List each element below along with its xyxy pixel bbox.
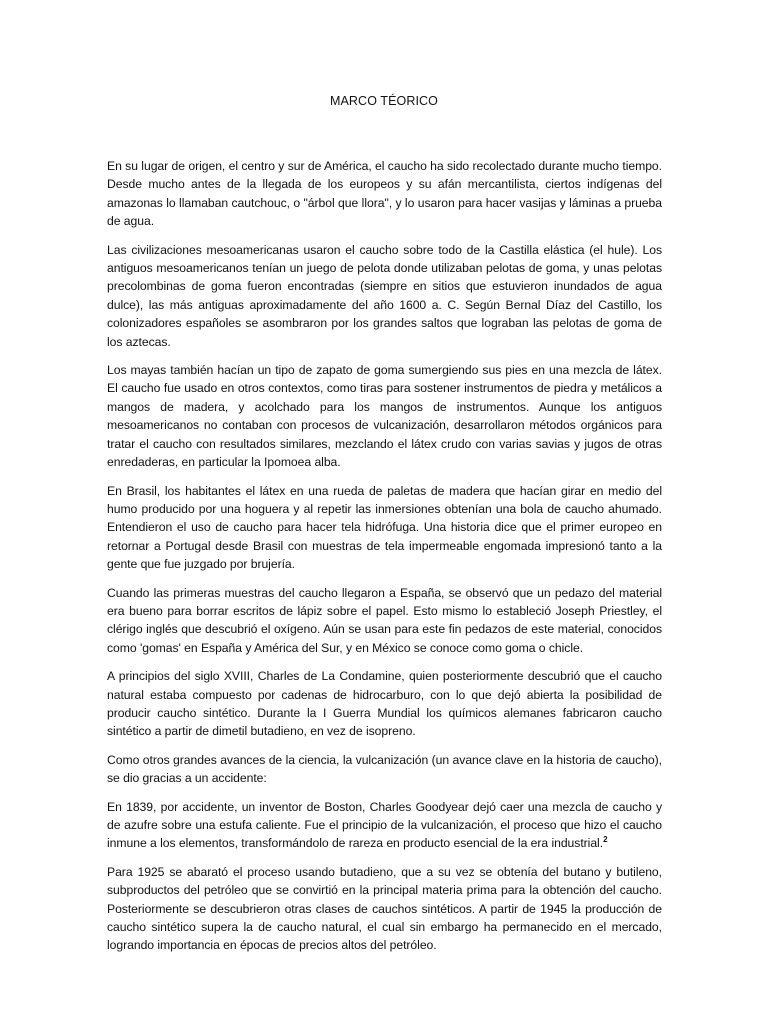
paragraph: En Brasil, los habitantes el látex en una rueda de paletas de madera que hacían girar en medio del humo producido por una hoguera y al repetir las inmersiones obtenían una bola de caucho ahumado. Entendieron el uso de caucho para hacer tela hidrófuga. Una historia dice que el primer europeo en retornar a Portugal desde Brasil con muestras de tela impermeable engomada impresionó tanto a la gente que fue juzgado por brujería. xyxy=(107,483,662,572)
paragraph: Los mayas también hacían un tipo de zapato de goma sumergiendo sus pies en una mezcla de látex. El caucho fue usado en otros contextos, como tiras para sostener instrumentos de piedra y metálicos a mangos de madera, y acolchado para los mangos de instrumentos. Aunque los antiguos mesoamericanos no contaban con procesos de vulcanización, desarrollaron métodos orgánicos para tratar el caucho con resultados similares, mezclando el látex crudo con varias savias y jugos de otras enredaderas, en particular la Ipomoea alba. xyxy=(107,363,662,470)
paragraph: Para 1925 se abarató el proceso usando butadieno, que a su vez se obtenía del butano y butileno, subproductos del petróleo que se convirtió en la principal materia prima para la obtención del caucho. Posteriormente se descubrieron otras clases de cauchos sintéticos. A partir de 1945 la producción de caucho sintético supera la de caucho natural, el cual sin embargo ha permanecido en el mercado, logrando importancia en épocas de precios altos del petróleo. xyxy=(107,864,662,953)
paragraph: Cuando las primeras muestras del caucho llegaron a España, se observó que un pedazo del material era bueno para borrar escritos de lápiz sobre el papel. Esto mismo lo estableció Joseph Priestley, el clérigo inglés que descubrió el oxígeno. Aún se usan para este fin pedazos de este material, conocidos como 'gomas' en España y América del Sur, y en México se conoce como goma o chicle. xyxy=(107,585,662,655)
document-body xyxy=(107,157,662,965)
paragraph: Como otros grandes avances de la ciencia, la vulcanización (un avance clave en la historia de caucho), se dio gracias a un accidente: xyxy=(107,752,662,786)
paragraph: Las civilizaciones mesoamericanas usaron el caucho sobre todo de la Castilla elástica (el hule). Los antiguos mesoamericanos tenían un juego de pelota donde utilizaban pelotas de goma, y unas pelotas precolombinas de goma fueron encontradas (siempre en sitios que estuvieron inundados de agua dulce), las más antiguas aproximadamente del año 1600 a. C. Según Bernal Díaz del Castillo, los colonizadores españoles se asombraron por los grandes saltos que lograban las pelotas de goma de los aztecas. xyxy=(107,242,662,349)
paragraph: En su lugar de origen, el centro y sur de América, el caucho ha sido recolectado durante mucho tiempo. Desde mucho antes de la llegada de los europeos y su afán mercantilista, ciertos indígenas del amazonas lo llamaban cautchouc, o "árbol que llora", y lo usaron para hacer vasijas y láminas a prueba de agua. xyxy=(107,159,662,229)
paragraph-with-footnote xyxy=(107,798,662,853)
paragraph-text: En 1839, por accidente, un inventor de Boston, Charles Goodyear dejó caer una mezcla de caucho y de azufre sobre una estufa caliente. Fue el principio de la vulcanización, el proceso que hizo el caucho inmune a los elementos, transformándolo de rareza en producto esencial de la era industrial. xyxy=(107,799,662,851)
paragraph: A principios del siglo XVIII, Charles de La Condamine, quien posteriormente descubrió que el caucho natural estaba compuesto por cadenas de hidrocarburo, con lo que dejó abierta la posibilidad de producir caucho sintético. Durante la I Guerra Mundial los químicos alemanes fabricaron caucho sintético a partir de dimetil butadieno, en vez de isopreno. xyxy=(107,669,662,739)
page-title: MARCO TÉORICO xyxy=(329,94,439,108)
footnote-reference: 2 xyxy=(603,835,608,845)
